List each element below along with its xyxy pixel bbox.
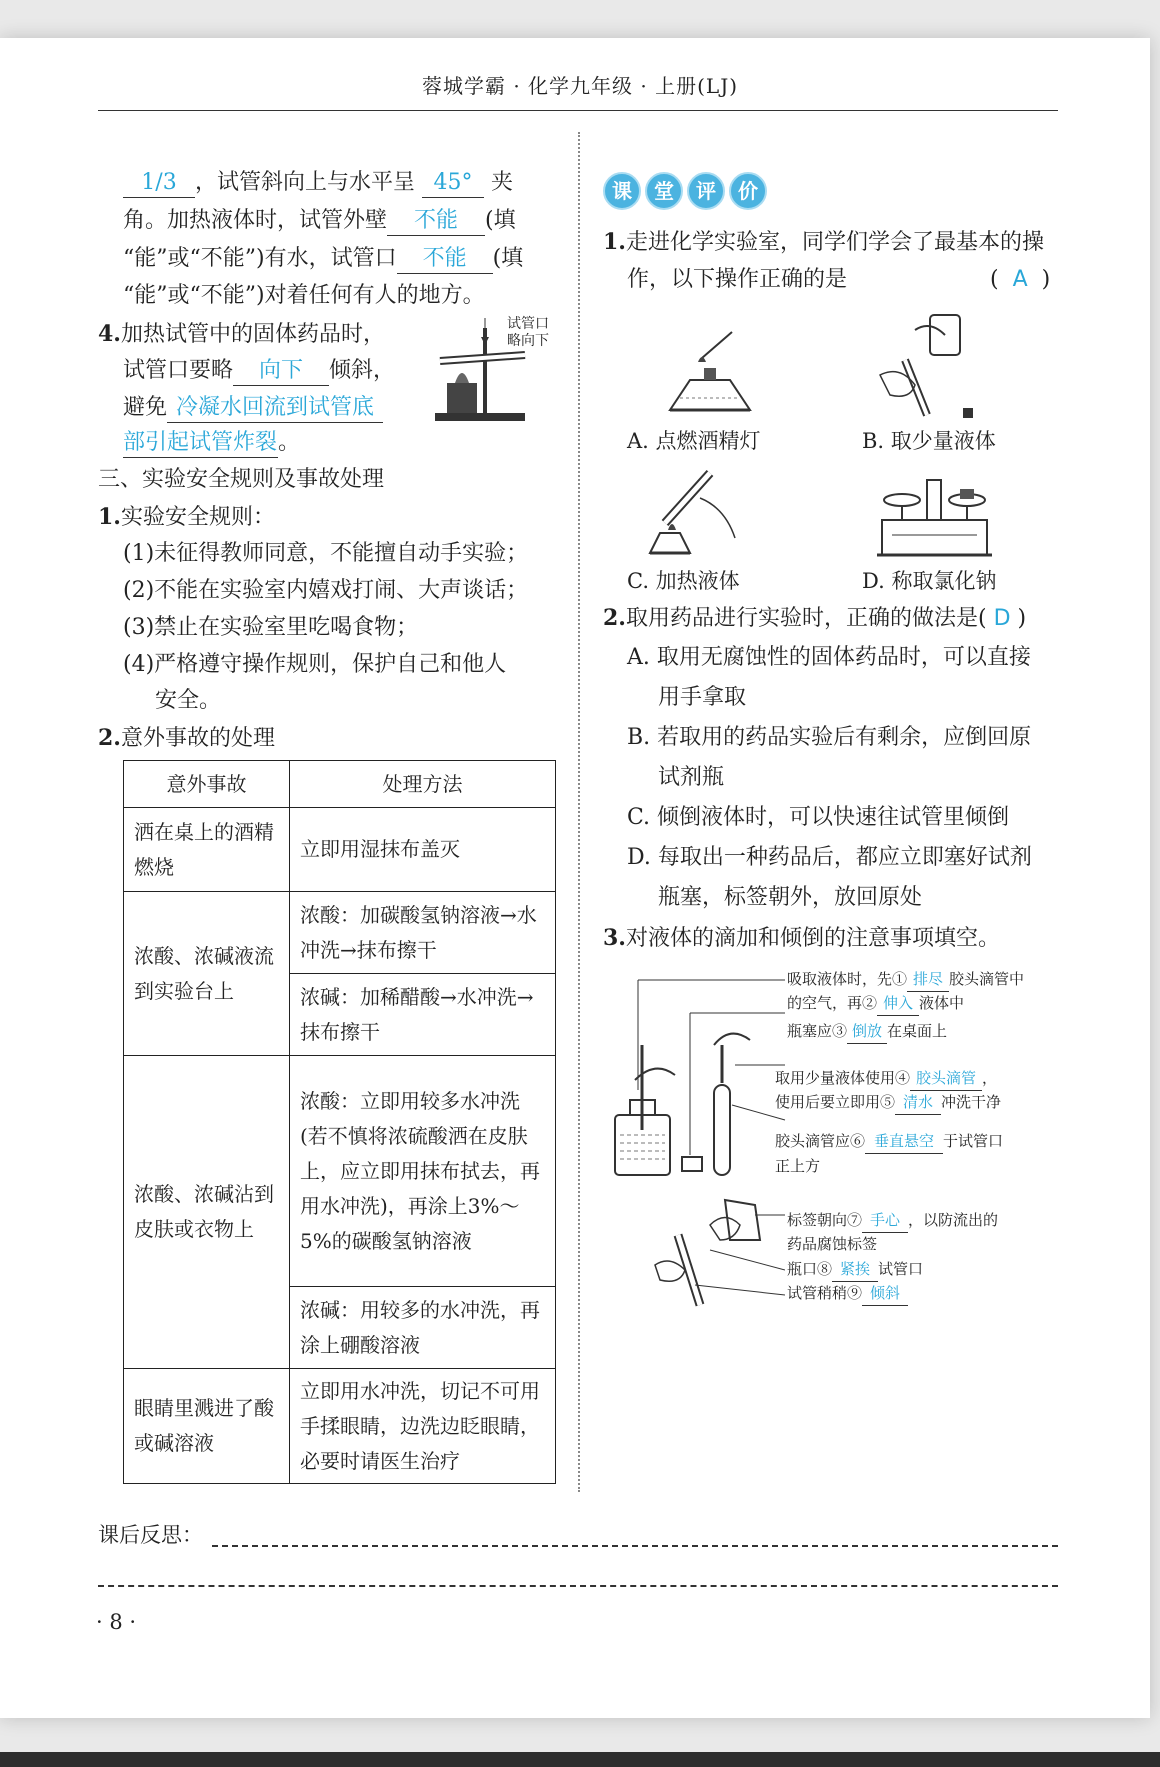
answer-blank: 部引起试管炸裂 [123, 429, 278, 458]
column-divider [578, 132, 580, 1492]
page-number: · 8 · [96, 1610, 137, 1634]
q2-option-a-line2: 用手拿取 [658, 685, 747, 710]
dropper-figure [610, 965, 790, 1180]
heat-liquid-figure [630, 468, 750, 563]
figure-caption: 试管口 略向下 [507, 316, 549, 349]
answer-blank: 45° [422, 169, 484, 198]
rule-1: (1)未征得教师同意，不能擅自动手实验； [123, 541, 529, 566]
annotation-2: 的空气，再② 伸入 液体中 [787, 991, 964, 1016]
header-rule [98, 110, 1058, 111]
q3-line: 3.对液体的滴加和倾倒的注意事项填空。 [603, 925, 1000, 951]
answer-blank: 不能 [397, 245, 493, 274]
annotation-1: 吸取液体时，先① 排尽 胶头滴管中 [787, 967, 1024, 992]
q1-answer: ( A ) [990, 267, 1051, 292]
rule-4b: 安全。 [155, 688, 222, 713]
q2-line: 2.取用药品进行实验时，正确的做法是( D ) [603, 605, 1027, 631]
accident-title: 2.意外事故的处理 [98, 725, 275, 751]
pouring-figure [650, 1195, 785, 1310]
q2-option-d-line2: 瓶塞，标签朝外，放回原处 [658, 885, 923, 910]
option-d-label: D. 称取氯化钠 [862, 569, 997, 593]
q2-option-c: C. 倾倒液体时，可以快速往试管里倾倒 [627, 805, 1010, 830]
annotation-4: 取用少量液体使用④ 胶头滴管 ， [775, 1066, 997, 1091]
answer-blank: 不能 [387, 207, 485, 236]
q4-line3: 避免 冷凝水回流到试管底 [123, 390, 383, 426]
answer-blank: 向下 [233, 357, 329, 386]
q2-option-d-line1: D. 每取出一种药品后，都应立即塞好试剂 [627, 845, 1032, 870]
page-header: 蓉城学霸 · 化学九年级 · 上册(LJ) [421, 74, 739, 98]
reflection-line-2[interactable] [98, 1585, 1058, 1587]
class-evaluation-badge: 课 堂 评 价 [603, 172, 771, 210]
q2-option-b-line1: B. 若取用的药品实验后有剩余，应倒回原 [627, 725, 1032, 750]
reflection-line-1[interactable] [212, 1545, 1058, 1547]
option-a-label: A. 点燃酒精灯 [627, 429, 761, 453]
left-para-line4: “能”或“不能”)对着任何有人的地方。 [123, 283, 485, 308]
answer-blank: 冷凝水回流到试管底 [167, 394, 383, 423]
reflection-label: 课后反思： [98, 1523, 203, 1547]
annotation-3: 瓶塞应③ 倒放 在桌面上 [787, 1019, 947, 1044]
annotation-5: 使用后要立即用⑤ 清水 冲洗干净 [775, 1090, 1001, 1115]
q4-line2: 试管口要略 向下 倾斜， [123, 353, 395, 389]
answer-blank: 1/3 [123, 169, 195, 198]
annotation-10: 瓶口⑧ 紧挨 试管口 [787, 1257, 923, 1282]
annotation-8: 标签朝向⑦ 手心 ，以防流出的 [787, 1208, 998, 1233]
take-liquid-figure [875, 310, 985, 425]
annotation-6: 胶头滴管应⑥ 垂直悬空 于试管口 [775, 1129, 1003, 1154]
option-c-label: C. 加热液体 [627, 569, 740, 593]
annotation-7: 正上方 [775, 1157, 821, 1175]
table-row: 浓酸、浓碱液流到实验台上 浓酸：加碳酸氢钠溶液→水冲洗→抹布擦干 [124, 892, 556, 974]
q1-line1: 1.走进化学实验室，同学们学会了最基本的操 [603, 229, 1044, 255]
q2-option-b-line2: 试剂瓶 [658, 765, 725, 790]
accident-table [123, 760, 556, 1484]
table-row: 浓酸、浓碱沾到皮肤或衣物上 浓酸：立即用较多水冲洗(若不慎将浓硫酸洒在皮肤上，应立即用抹布拭去，再用水冲洗)，再涂上3%～5%的碳酸氢钠溶液 [124, 1056, 556, 1287]
table-row: 浓碱：用较多的水冲洗，再涂上硼酸溶液 [124, 1287, 556, 1369]
q4-line4: 部引起试管炸裂。 [123, 425, 300, 461]
rule-2: (2)不能在实验室内嬉戏打闹、大声谈话； [123, 578, 529, 603]
q2-option-a-line1: A. 取用无腐蚀性的固体药品时，可以直接 [627, 645, 1031, 670]
left-para-line2: 角。加热液体时，试管外壁 不能 (填 [123, 203, 516, 239]
annotation-9: 药品腐蚀标签 [787, 1235, 878, 1253]
rule-4a: (4)严格遵守操作规则，保护自己和他人 [123, 652, 507, 677]
balance-figure [872, 475, 997, 565]
left-para-line1: 1/3 ，试管斜向上与水平呈 45° 夹 [123, 165, 513, 201]
table-row: 洒在桌上的酒精燃烧 立即用湿抹布盖灭 [124, 808, 556, 892]
table-header-row: 意外事故 处理方法 [124, 761, 556, 808]
alcohol-lamp-figure [660, 330, 760, 425]
option-b-label: B. 取少量液体 [862, 429, 996, 453]
safety-rules-title: 1.实验安全规则： [98, 504, 275, 530]
q4-line1: 4.加热试管中的固体药品时， [98, 321, 385, 347]
section-3-title: 三、实验安全规则及事故处理 [98, 467, 385, 492]
q1-line2: 作，以下操作正确的是 [627, 267, 848, 292]
table-row: 眼睛里溅进了酸或碱溶液 立即用水冲洗，切记不可用手揉眼睛，边洗边眨眼睛，必要时请医生治疗 [124, 1369, 556, 1484]
annotation-11: 试管稍稍⑨ 倾斜 [787, 1281, 908, 1306]
bottom-bar [0, 1752, 1160, 1767]
left-para-line3: “能”或“不能”)有水，试管口 不能 (填 [123, 241, 523, 277]
rule-3: (3)禁止在实验室里吃喝食物； [123, 615, 419, 640]
table-row: 浓碱：加稀醋酸→水冲洗→抹布擦干 [124, 974, 556, 1056]
